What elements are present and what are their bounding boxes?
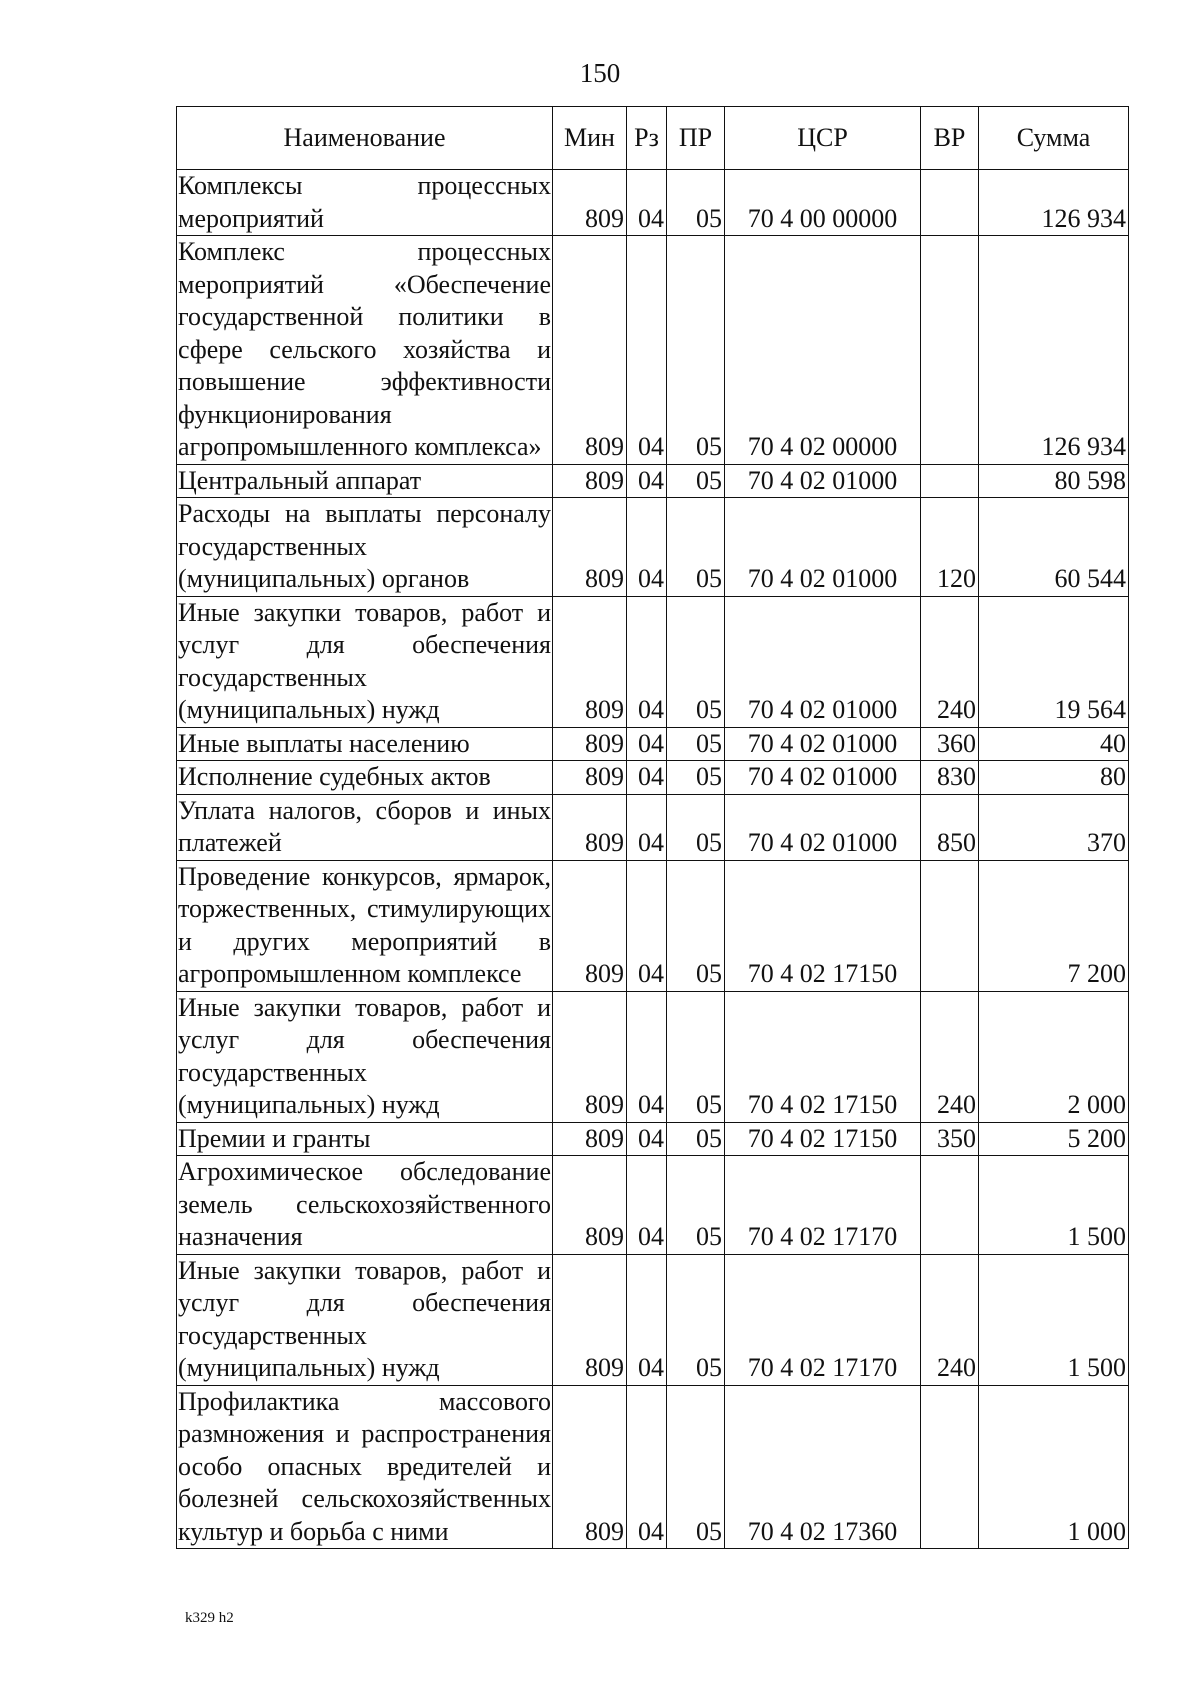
cell-min: 809 [553,794,627,860]
cell-sum: 19 564 [979,596,1129,727]
table-row [177,596,1129,727]
cell-rz: 04 [627,236,667,465]
cell-csr: 70 4 02 01000 [725,794,921,860]
cell-min: 809 [553,761,627,795]
cell-min: 809 [553,464,627,498]
cell-vr: 240 [921,991,979,1122]
cell-rz: 04 [627,794,667,860]
cell-name: Комплексы процессных мероприятий [177,170,553,236]
cell-pr: 05 [667,498,725,597]
cell-sum: 5 200 [979,1122,1129,1156]
cell-pr: 05 [667,236,725,465]
table-row [177,236,1129,465]
cell-rz: 04 [627,498,667,597]
cell-csr: 70 4 02 00000 [725,236,921,465]
cell-name: Иные закупки товаров, работ и услуг для обеспечения государственных (муниципальных) нужд [177,991,553,1122]
cell-vr: 850 [921,794,979,860]
footer-code: k329 h2 [185,1610,234,1626]
header-min: Мин [553,107,627,170]
cell-name: Иные закупки товаров, работ и услуг для обеспечения государственных (муниципальных) нужд [177,1254,553,1385]
cell-pr: 05 [667,464,725,498]
cell-name: Уплата налогов, сборов и иных платежей [177,794,553,860]
cell-vr [921,170,979,236]
cell-csr: 70 4 02 01000 [725,464,921,498]
cell-sum: 126 934 [979,236,1129,465]
cell-pr: 05 [667,596,725,727]
table-row [177,860,1129,991]
cell-csr: 70 4 02 17150 [725,991,921,1122]
cell-rz: 04 [627,1385,667,1549]
cell-vr: 830 [921,761,979,795]
cell-csr: 70 4 02 17170 [725,1156,921,1255]
cell-rz: 04 [627,1122,667,1156]
table-row [177,727,1129,761]
cell-rz: 04 [627,860,667,991]
cell-min: 809 [553,1385,627,1549]
cell-pr: 05 [667,991,725,1122]
cell-min: 809 [553,170,627,236]
table-row [177,991,1129,1122]
cell-pr: 05 [667,170,725,236]
cell-sum: 1 000 [979,1385,1129,1549]
cell-vr [921,464,979,498]
table-body [177,170,1129,1549]
cell-vr: 350 [921,1122,979,1156]
cell-csr: 70 4 02 17150 [725,1122,921,1156]
cell-name: Иные выплаты населению [177,727,553,761]
cell-rz: 04 [627,991,667,1122]
cell-min: 809 [553,991,627,1122]
cell-pr: 05 [667,1156,725,1255]
cell-rz: 04 [627,761,667,795]
cell-csr: 70 4 00 00000 [725,170,921,236]
cell-pr: 05 [667,794,725,860]
table-row [177,1122,1129,1156]
cell-vr: 120 [921,498,979,597]
cell-sum: 1 500 [979,1156,1129,1255]
cell-rz: 04 [627,1254,667,1385]
cell-min: 809 [553,498,627,597]
budget-table [176,106,1129,1549]
table-row [177,464,1129,498]
cell-name: Исполнение судебных актов [177,761,553,795]
table-row [177,170,1129,236]
cell-csr: 70 4 02 17170 [725,1254,921,1385]
cell-min: 809 [553,236,627,465]
cell-sum: 40 [979,727,1129,761]
cell-csr: 70 4 02 01000 [725,727,921,761]
cell-rz: 04 [627,727,667,761]
cell-sum: 1 500 [979,1254,1129,1385]
cell-vr [921,860,979,991]
header-name: Наименование [177,107,553,170]
cell-pr: 05 [667,727,725,761]
cell-csr: 70 4 02 01000 [725,498,921,597]
cell-min: 809 [553,727,627,761]
cell-vr [921,1385,979,1549]
cell-rz: 04 [627,1156,667,1255]
header-csr: ЦСР [725,107,921,170]
cell-rz: 04 [627,596,667,727]
cell-vr: 360 [921,727,979,761]
header-vr: ВР [921,107,979,170]
cell-csr: 70 4 02 17150 [725,860,921,991]
table-row [177,1156,1129,1255]
cell-rz: 04 [627,170,667,236]
cell-min: 809 [553,1156,627,1255]
cell-sum: 370 [979,794,1129,860]
cell-pr: 05 [667,761,725,795]
header-pr: ПР [667,107,725,170]
cell-csr: 70 4 02 17360 [725,1385,921,1549]
cell-name: Агрохимическое обследование земель сельскохозяйственного назначения [177,1156,553,1255]
table-row [177,498,1129,597]
cell-vr [921,236,979,465]
table-row [177,1385,1129,1549]
page-number: 150 [579,58,621,88]
table-row [177,794,1129,860]
cell-csr: 70 4 02 01000 [725,596,921,727]
cell-min: 809 [553,1122,627,1156]
cell-pr: 05 [667,1385,725,1549]
table-header-row [177,107,1129,170]
cell-vr [921,1156,979,1255]
cell-pr: 05 [667,860,725,991]
cell-sum: 7 200 [979,860,1129,991]
table-row [177,1254,1129,1385]
cell-name: Профилактика массового размножения и распространения особо опасных вредителей и болезней сельскохозяйственных культур и борьба с ними [177,1385,553,1549]
cell-name: Иные закупки товаров, работ и услуг для обеспечения государственных (муниципальных) нужд [177,596,553,727]
cell-sum: 126 934 [979,170,1129,236]
cell-csr: 70 4 02 01000 [725,761,921,795]
cell-sum: 80 598 [979,464,1129,498]
cell-sum: 60 544 [979,498,1129,597]
cell-pr: 05 [667,1254,725,1385]
cell-name: Проведение конкурсов, ярмарок, торжественных, стимулирующих и других мероприятий в агропромышленном комплексе [177,860,553,991]
header-sum: Сумма [979,107,1129,170]
cell-pr: 05 [667,1122,725,1156]
cell-rz: 04 [627,464,667,498]
cell-min: 809 [553,1254,627,1385]
cell-sum: 80 [979,761,1129,795]
table-row [177,761,1129,795]
cell-vr: 240 [921,1254,979,1385]
cell-name: Премии и гранты [177,1122,553,1156]
cell-name: Расходы на выплаты персоналу государственных (муниципальных) органов [177,498,553,597]
cell-name: Комплекс процессных мероприятий «Обеспечение государственной политики в сфере сельского хозяйства и повышение эффективности функционирования агропромышленного комплекса» [177,236,553,465]
cell-min: 809 [553,860,627,991]
header-rz: Рз [627,107,667,170]
cell-sum: 2 000 [979,991,1129,1122]
cell-min: 809 [553,596,627,727]
cell-vr: 240 [921,596,979,727]
cell-name: Центральный аппарат [177,464,553,498]
